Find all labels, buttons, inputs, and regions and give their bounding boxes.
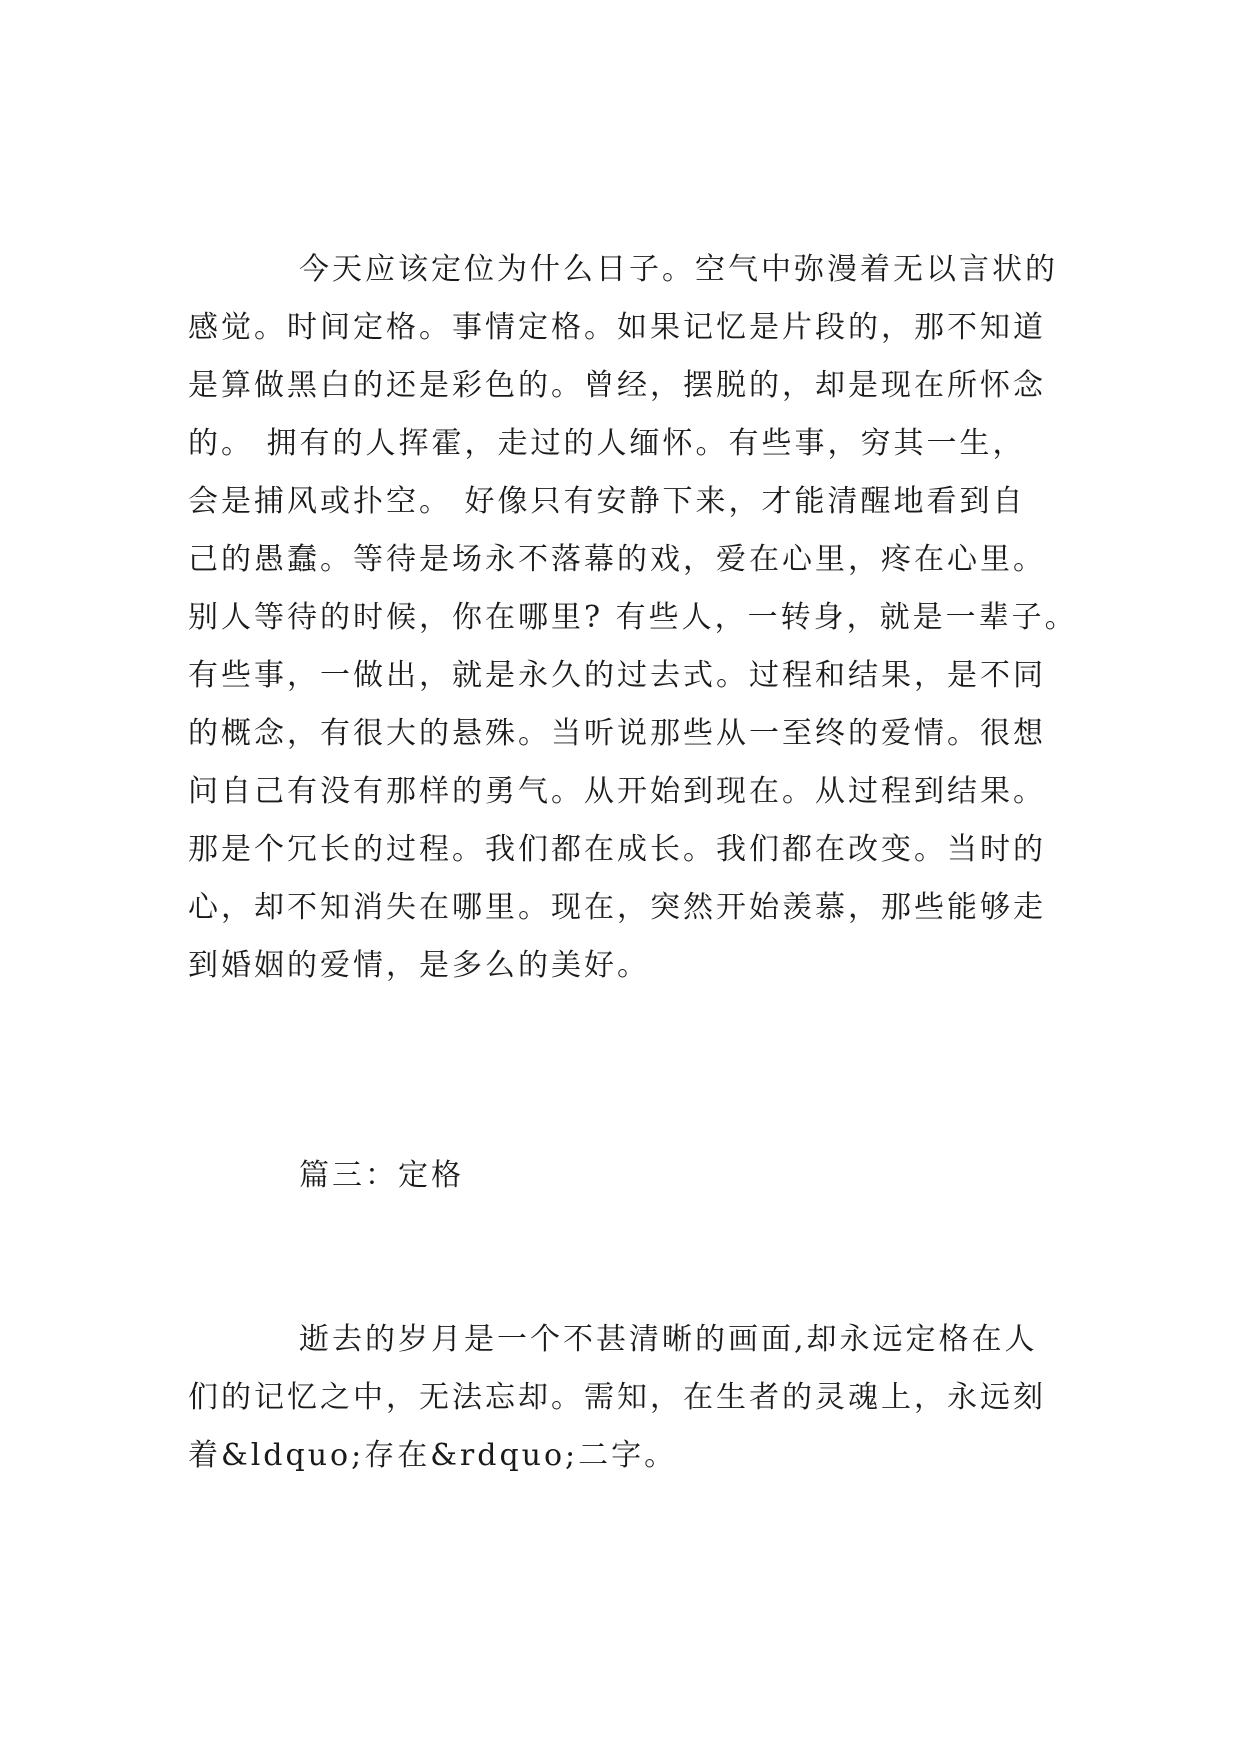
paragraph-line: 感觉。时间定格。事情定格。如果记忆是片段的，那不知道 [188, 310, 1046, 345]
paragraph-line: 是算做黑白的还是彩色的。曾经，摆脱的，却是现在所怀念 [188, 368, 1046, 403]
paragraph-2 [188, 1311, 1068, 1485]
paragraph-1 [188, 241, 1078, 995]
section-heading: 篇三：定格 [299, 1158, 464, 1193]
paragraph-line: 会是捕风或扑空。 好像只有安静下来，才能清醒地看到自 [188, 484, 1026, 519]
paragraph-line: 到婚姻的爱情，是多么的美好。 [188, 948, 650, 983]
paragraph-line: 着&ldquo;存在&rdquo;二字。 [188, 1438, 678, 1473]
paragraph-line: 的。 拥有的人挥霍，走过的人缅怀。有些事，穷其一生， [188, 426, 1026, 461]
paragraph-line: 的概念，有很大的悬殊。当听说那些从一至终的爱情。很想 [188, 716, 1046, 751]
paragraph-line: 逝去的岁月是一个不甚清晰的画面,却永远定格在人 [299, 1322, 1038, 1357]
paragraph-line: 己的愚蠢。等待是场永不落幕的戏，爱在心里，疼在心里。 [188, 542, 1046, 577]
paragraph-line: 心，却不知消失在哪里。现在，突然开始羡慕，那些能够走 [188, 890, 1046, 925]
section-heading-block [188, 1147, 1068, 1205]
paragraph-line: 有些事，一做出，就是永久的过去式。过程和结果，是不同 [188, 658, 1046, 693]
paragraph-line: 问自己有没有那样的勇气。从开始到现在。从过程到结果。 [188, 774, 1046, 809]
paragraph-line: 们的记忆之中，无法忘却。需知，在生者的灵魂上，永远刻 [188, 1380, 1046, 1415]
paragraph-line: 今天应该定位为什么日子。空气中弥漫着无以言状的 [299, 252, 1058, 287]
paragraph-line: 那是个冗长的过程。我们都在成长。我们都在改变。当时的 [188, 832, 1046, 867]
paragraph-line: 别人等待的时候，你在哪里? 有些人，一转身，就是一辈子。 [188, 600, 1078, 635]
